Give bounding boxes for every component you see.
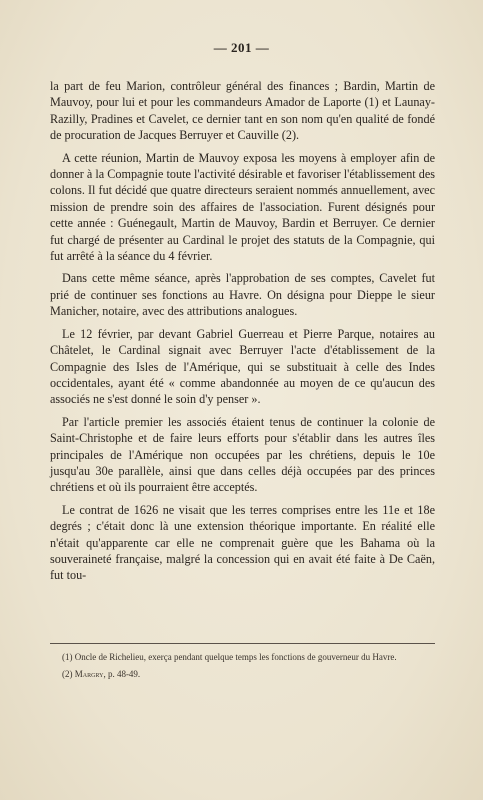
footnote-2 <box>50 668 435 680</box>
footnote-1: (1) Oncle de Richelieu, exerça pendant quelque temps les fonctions de gouverneur du Havre. <box>62 652 397 662</box>
paragraph-1: la part de feu Marion, contrôleur général des finances ; Bardin, Martin de Mauvoy, pour lui et pour les commandeurs Amador de Laporte (1) et Launay-Razilly, Pradines et Cavelet, ce dernier tant en son nom qu'en qualité de fondé de procuration de Jacques Berruyer et Cauville (2). <box>50 79 435 143</box>
paragraph-2: A cette réunion, Martin de Mauvoy exposa les moyens à employer afin de donner à la Compagnie toute l'activité désirable et favoriser l'établissement des colons. Il fut décidé que quatre directeurs seraient nommés annuellement, avec mission de prendre soin des affaires de l'association. Furent désignés pour cette année : Guénegault, Martin de Mauvoy, Bardin et Berruyer. Ce dernier fut chargé de présenter au Cardinal le projet des statuts de la Compagnie, qui fut arrêté à la séance du 4 février. <box>50 150 435 264</box>
paragraph-5: Par l'article premier les associés étaient tenus de continuer la colonie de Saint-Christophe et de faire leurs efforts pour s'établir dans les autres îles principales de l'Amérique non occupées par les chrétiens, depuis le 10e jusqu'au 30e parallèle, ainsi que dans celles déjà occupées par des princes chrétiens et où ils pourraient être acceptés. <box>50 414 435 495</box>
footnote-2-author: Margry <box>74 669 104 679</box>
paragraph-4: Le 12 février, par devant Gabriel Guerreau et Pierre Parque, notaires au Châtelet, le Cardinal signait avec Berruyer l'acte d'établissement de la Compagnie des Isles de l'Amérique, qui se substituait à celle des Indes occidentales, ayant été « comme abandonnée au moyen de ce qu'aucun des associés ne s'est donné le soin d'y penser ». <box>50 326 435 407</box>
paragraph-3: Dans cette même séance, après l'approbation de ses comptes, Cavelet fut prié de continuer ses fonctions au Havre. On désigna pour Dieppe le sieur Manicher, notaire, avec des attributions analogues. <box>50 271 435 319</box>
footnote-2-number: (2) <box>62 669 75 679</box>
main-text <box>50 78 435 590</box>
paragraph-6: Le contrat de 1626 ne visait que les terres comprises entre les 11e et 18e degrés ; c'était donc là une extension théorique importante. En réalité elle n'était qu'apparente car elle ne comprenait guère que les Bahama où la souveraineté française, malgré la concession qui en avait été faite à De Caën, fut tou- <box>50 502 435 583</box>
footnote-2-reference: , p. 48-49. <box>103 669 141 679</box>
page-number: — 201 — <box>213 40 270 55</box>
footnote-divider <box>50 643 435 644</box>
footnotes <box>50 651 435 685</box>
